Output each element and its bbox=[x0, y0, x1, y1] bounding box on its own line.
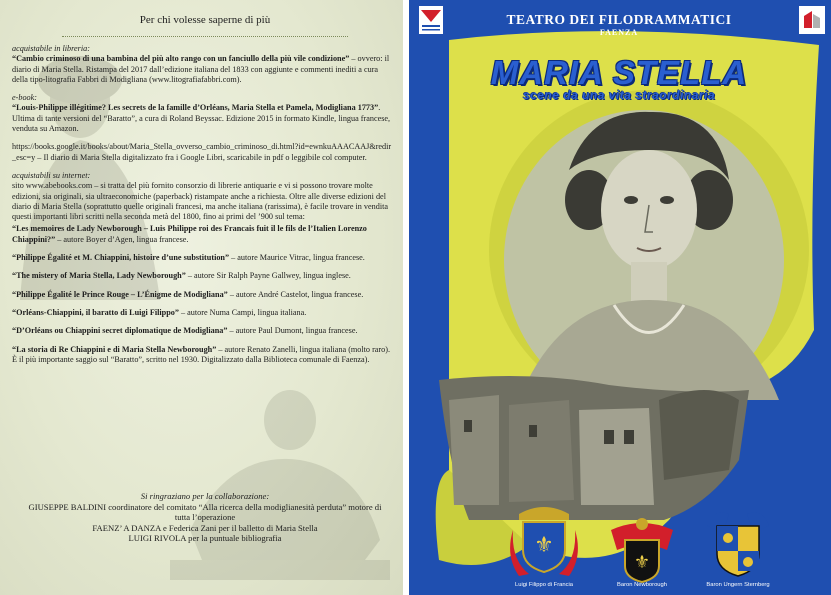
crest-label: Baron Newborough bbox=[617, 582, 667, 588]
library-section bbox=[12, 44, 395, 85]
coat-of-arms-icon bbox=[703, 502, 773, 580]
coat-of-arms-icon bbox=[509, 500, 579, 578]
book-details: – autore Renato Zanelli, lingua italiana (molto raro). È il più importante saggio sul “Baratto”, scritto nel 1930. Digitalizzato dalla Biblioteca comunale di Faenza). bbox=[12, 344, 391, 364]
acknowledgements bbox=[20, 491, 390, 544]
internet-label: acquistabili su internet: bbox=[12, 170, 91, 180]
theatre-name: TEATRO DEI FILODRAMMATICI bbox=[506, 12, 732, 27]
book-entry bbox=[12, 224, 395, 245]
book-title: “D’Orléans ou Chiappini secret diplomatique de Modigliana” bbox=[12, 326, 228, 336]
acknowledgement-line: FAENZ’ A DANZA e Federica Zani per il balletto di Maria Stella bbox=[92, 522, 318, 533]
logo-icon bbox=[419, 6, 443, 34]
internet-section bbox=[12, 171, 395, 222]
crest-label: Baron Ungern Sternberg bbox=[706, 582, 770, 588]
book-details: – autore Boyer d’Agen, lingua francese. bbox=[55, 234, 189, 244]
book-entry bbox=[12, 290, 395, 300]
ebook-label: e-book: bbox=[12, 93, 38, 103]
crest-label: Luigi Filippo di Francia bbox=[515, 582, 573, 588]
ebook-text: . Ultima di tante versioni del “Baratto”, a cura di Roland Beyssac. Edizione 2015 in formato Kindle, lingua francese, venduta su Amazon. bbox=[12, 103, 391, 134]
internet-intro: sito www.abebooks.com – si tratta del più fornito consorzio di librerie antiquarie e vi si possono trovare molte edizioni, sia originali, sia ultraeconomiche (paperback) ristampate anche a richiesta. Oltre alle diverse edizioni del diario di Maria Stella (soprattutto quelle originali francesi, ma anche italiana (rarissima), è facile trovare in vendita questi importanti libri scritti nella seconda metà del 1800, fino ai primi del ’900 sul tema: bbox=[12, 181, 389, 222]
show-title: MARIA STELLA bbox=[490, 54, 748, 91]
book-details: – autore Paul Dumont, lingua francese. bbox=[227, 326, 358, 336]
book-entry bbox=[12, 271, 395, 281]
book-details: – autore Numa Campi, lingua italiana. bbox=[178, 307, 307, 317]
cover-page bbox=[409, 0, 831, 595]
acknowledgements-label: Si ringraziano per la collaborazione: bbox=[140, 491, 270, 501]
book-details: – autore Maurice Vitrac, lingua francese. bbox=[229, 253, 365, 263]
show-subtitle: scene da una vita straordinaria bbox=[522, 88, 716, 102]
section-title: Per chi volesse saperne di più bbox=[139, 14, 271, 26]
ebook-title: “Louis-Philippe illégitime? Les secrets de la famille d’Orléans, Maria Stella et Pamela, Modigliana 1773” bbox=[12, 103, 379, 113]
book-entry bbox=[12, 326, 395, 336]
book-entry bbox=[12, 345, 395, 366]
book-title: “Philippe Égalité le Prince Rouge – L’Énigme de Modigliana” bbox=[12, 289, 228, 299]
book-title: “Philippe Égalité et M. Chiappini, histoire d’une substitution” bbox=[12, 253, 230, 263]
book-title: “The mistery of Maria Stella, Lady Newborough” bbox=[12, 271, 186, 281]
book-title: “Les memoires de Lady Newborough – Luis Philippe roi des Francais fuit il le fils de l’Italien Lorenzo Chiappini?” bbox=[12, 224, 367, 244]
book-entry bbox=[12, 253, 395, 263]
acknowledgement-line: GIUSEPPE BALDINI coordinatore del comitato “Alla ricerca della modiglianesità perduta” motore di tutta l’operazione bbox=[28, 501, 382, 523]
acknowledgement-line: LUIGI RIVOLA per la puntuale bibliografia bbox=[128, 533, 282, 544]
book-entry bbox=[12, 308, 395, 318]
bibliography-text bbox=[12, 44, 395, 373]
book-details: – autore André Castelot, lingua francese. bbox=[227, 289, 364, 299]
left-page bbox=[0, 0, 403, 595]
library-book-text: – ovvero: il diario di Maria Stella. Ristampa del 2017 dall’edizione italiana del 1833 con aggiunte e commenti inediti a cura della tipo-litografia Fabbri di Modigliana (www.litografiafabbri.com). bbox=[12, 54, 390, 84]
title-divider bbox=[62, 36, 348, 37]
book-details: – autore Sir Ralph Payne Gallwey, lingua inglese. bbox=[185, 271, 351, 281]
emblem-icon bbox=[799, 6, 825, 34]
svg-text:⚜: ⚜ bbox=[633, 552, 651, 573]
coat-of-arms-icon bbox=[607, 510, 677, 588]
ebook-section bbox=[12, 93, 395, 134]
svg-text:⚜: ⚜ bbox=[534, 533, 554, 558]
book-title: “Orléans-Chiappini, il baratto di Luigi Filippo” bbox=[12, 307, 179, 317]
city-name: FAENZA bbox=[599, 28, 639, 37]
book-title: “La storia di Re Chiappini e di Maria Stella Newborough” bbox=[12, 344, 217, 354]
google-books-entry: https://books.google.it/books/about/Maria_Stella_ovverso_cambio_criminoso_di.html?id=ewnkuAAACAAJ&redir_esc=y – Il diario di Maria Stella digitalizzato fra i Google Libri, scaricabile in pdf o leggibile col computer. bbox=[12, 142, 392, 162]
library-label: acquistabile in libreria: bbox=[12, 44, 90, 53]
library-book-title: “Cambio criminoso di una bambina del più alto rango con un fanciullo della più vile condizione” bbox=[12, 54, 350, 64]
